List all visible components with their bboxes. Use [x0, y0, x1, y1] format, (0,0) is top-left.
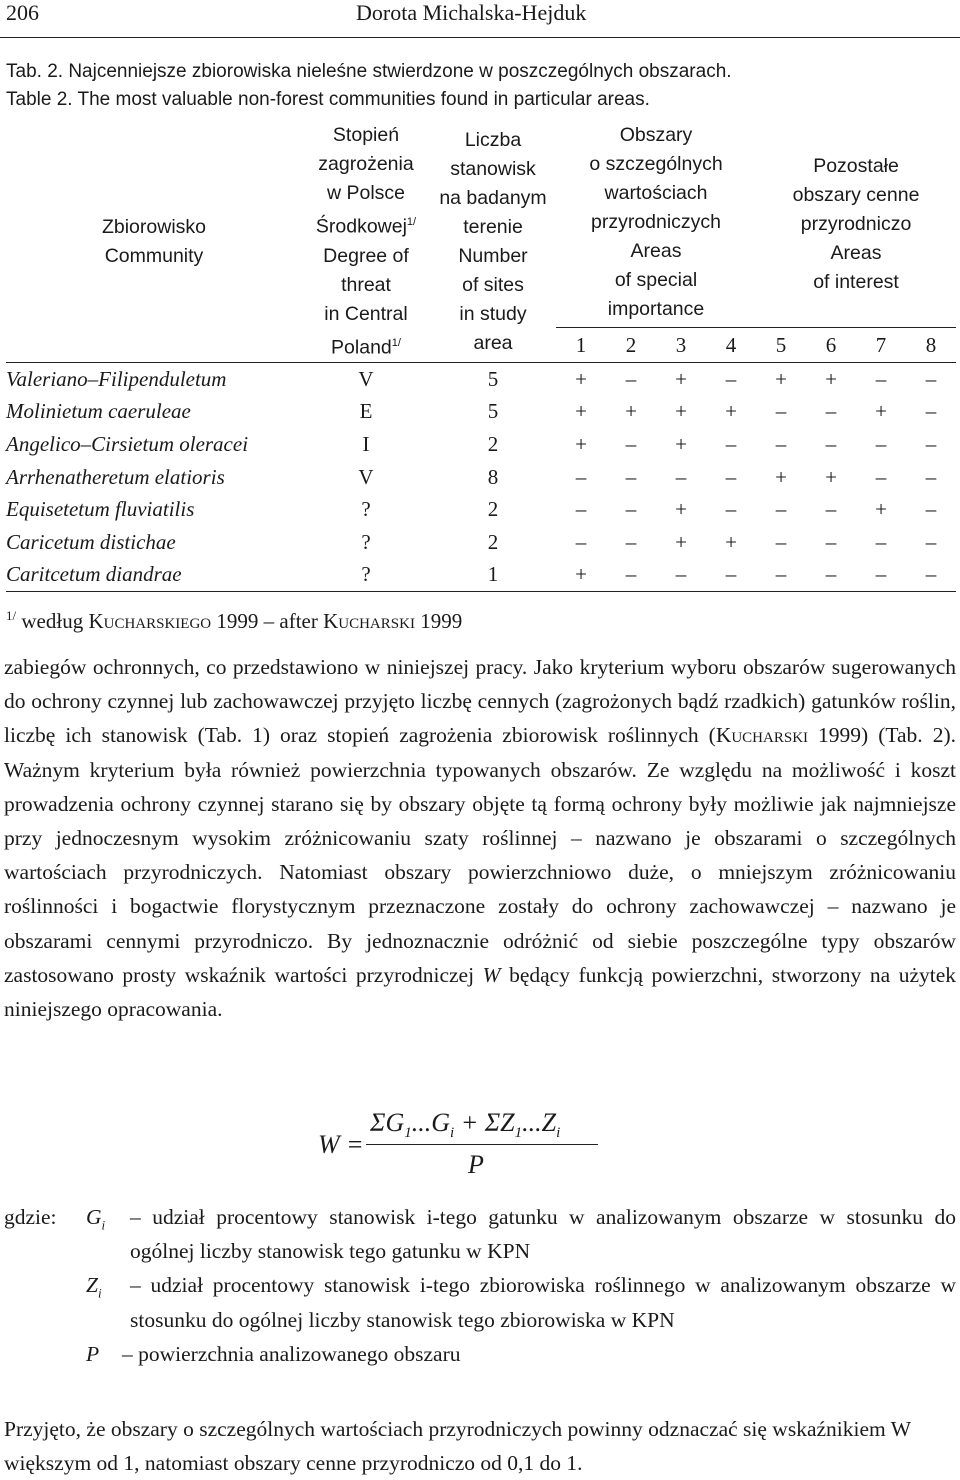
definition-g: gdzie: $G_i$ – udział procentowy stanowisk i-tego gatunku w analizowanym obszarze w stosunku do ogólnej liczby stanowisk tego gatunku w KPN: [4, 1200, 956, 1268]
area-presence: –: [725, 431, 737, 456]
table-caption-polish: Tab. 2. Najcenniejsze zbiorowiska nieleśne stwierdzone w poszczególnych obszarach.: [6, 61, 732, 82]
community-name: Angelico–Cirsietum oleracei: [6, 431, 249, 456]
column-header-sites: Liczba stanowisk na badanym terenie Number of sites in study area: [430, 121, 556, 363]
community-name: Caritcetum diandrae: [6, 559, 302, 592]
column-header-threat: Stopień zagrożenia w Polsce Środkowej$^{1/}$ Degree of threat in Central Poland$^{1/}$: [302, 121, 430, 363]
area-presence: –: [775, 431, 787, 456]
threat-degree: ?: [302, 559, 430, 592]
formula-denominator: P: [468, 1150, 484, 1179]
running-head: [0, 0, 960, 30]
area-presence: –: [925, 431, 937, 456]
column-header-special-areas: Obszary o szczególnych wartościach przyrodniczych Areas of special importance: [556, 121, 756, 328]
area-presence: +: [675, 431, 687, 456]
area-presence: –: [706, 363, 756, 396]
area-presence: –: [875, 464, 887, 489]
table-row: [6, 396, 956, 429]
table-row: [6, 363, 956, 396]
area-presence: –: [775, 399, 787, 424]
area-number: 5: [775, 332, 787, 357]
area-presence: –: [906, 559, 956, 592]
site-count: 1: [430, 559, 556, 592]
site-count: 8: [487, 464, 499, 489]
table-row: [6, 428, 956, 461]
body-paragraph: zabiegów ochronnych, co przedstawiono w niniejszej pracy. Jako kryterium wyboru obszarów sugerowanych do ochrony czynnej lub zachowawczej przyjęto liczbę cennych (zagrożonych bądź rzadkich) gatunków roślin, liczbę ich stanowisk (Tab. 1) oraz stopień zagrożenia zbiorowisk roślinnych (Kucharski 1999) (Tab. 2). Ważnym kryterium była również powierzchnia typowanych obszarów. Ze względu na możliwość i koszt prowadzenia ochrony czynnej starano się by obszary objęte tą formą ochrony były możliwie jak najmniejsze przy jednoczesnym wysokim zróżnicowaniu szaty roślinnej – nazwano je obszarami o szczególnych wartościach przyrodniczych. Natomiast obszary powierzchniowo duże, o mniejszym zróżnicowaniu roślinności i bogactwie florystycznym przeznaczone zostały do ochrony zachowawczej – nazwano je obszarami cennymi przyrodniczo. By jednoznacznie odróżnić od siebie poszczególne typy obszarów zastosowano prosty wskaźnik wartości przyrodniczej W będący funkcją powierzchni, stworzony na użytek niniejszego opracowania.: [4, 655, 957, 1022]
threat-degree: E: [359, 399, 373, 424]
area-presence: –: [825, 399, 837, 424]
page-number: 206: [6, 0, 39, 25]
area-presence: –: [725, 497, 737, 522]
definition-z: $Z_i$ – udział procentowy stanowisk i-tego zbiorowiska roślinnego w analizowanym obszarze w stosunku do ogólnej liczby stanowisk tego zbiorowiska w KPN: [4, 1268, 956, 1336]
area-presence: +: [625, 399, 637, 424]
table-footnote: $^{1/}$ według Kucharskiego 1999 – after Kucharski 1999: [6, 608, 463, 633]
threat-degree: ?: [361, 529, 371, 554]
area-presence: –: [625, 529, 637, 554]
area-presence: +: [775, 464, 787, 489]
area-number: 2: [625, 332, 637, 357]
community-name: Caricetum distichae: [6, 529, 176, 554]
area-presence: +: [675, 497, 687, 522]
area-presence: –: [856, 363, 906, 396]
footnote-author: Kucharskiego: [88, 609, 212, 633]
threat-degree: I: [362, 431, 370, 456]
table-row: [6, 493, 956, 526]
site-count: 5: [430, 363, 556, 396]
site-count: 2: [487, 431, 499, 456]
variable-w: W: [482, 962, 501, 987]
area-presence: –: [875, 431, 887, 456]
area-presence: –: [656, 559, 706, 592]
definition-symbol: P: [86, 1341, 100, 1366]
table-row: [6, 559, 956, 592]
site-count: 2: [487, 529, 499, 554]
formula-numerator: $\Sigma G_1...G_i + \Sigma Z_1...Z_i$: [370, 1108, 561, 1142]
area-number: 8: [925, 332, 937, 357]
running-title: Dorota Michalska-Hejduk: [356, 0, 587, 25]
header-rule: [0, 37, 960, 38]
area-presence: +: [806, 363, 856, 396]
area-presence: –: [775, 497, 787, 522]
area-presence: +: [556, 363, 606, 396]
area-number: 6: [825, 332, 837, 357]
threat-degree: V: [302, 363, 430, 396]
area-presence: –: [925, 464, 937, 489]
area-presence: +: [875, 399, 887, 424]
area-presence: –: [756, 559, 806, 592]
table-row: [6, 461, 956, 494]
area-presence: +: [725, 399, 737, 424]
area-presence: –: [725, 464, 737, 489]
community-name: Equisetetum fluviatilis: [6, 497, 195, 522]
definition-symbol: $G_i$: [86, 1205, 106, 1233]
area-presence: –: [825, 497, 837, 522]
table-row: [6, 526, 956, 559]
communities-table: [6, 121, 956, 592]
area-presence: +: [656, 363, 706, 396]
formula-definitions: [4, 1200, 956, 1371]
footnote-author: Kucharski: [323, 609, 415, 633]
cited-author: Kucharski: [715, 723, 809, 748]
threat-degree: V: [358, 464, 374, 489]
community-name: Valeriano–Filipenduletum: [6, 363, 302, 396]
area-presence: –: [825, 431, 837, 456]
area-number: 1: [575, 332, 587, 357]
area-presence: –: [575, 464, 587, 489]
area-presence: +: [825, 464, 837, 489]
table-body: [6, 363, 956, 592]
area-presence: –: [675, 464, 687, 489]
area-presence: –: [856, 559, 906, 592]
area-number: 4: [725, 332, 737, 357]
definition-symbol: $Z_i$: [86, 1273, 102, 1301]
definitions-intro: gdzie:: [4, 1205, 57, 1229]
column-header-interest-areas: Pozostałe obszary cenne przyrodniczo Areas of interest: [756, 121, 956, 328]
site-count: 2: [487, 497, 499, 522]
area-presence: –: [606, 559, 656, 592]
area-number: 7: [875, 332, 887, 357]
community-name: Molinietum caeruleae: [6, 399, 191, 424]
area-presence: –: [825, 529, 837, 554]
index-formula: [318, 1108, 638, 1188]
area-presence: –: [606, 363, 656, 396]
formula-lhs: W =: [318, 1130, 364, 1159]
table-caption-english: Table 2. The most valuable non-forest communities found in particular areas.: [6, 89, 650, 110]
area-presence: –: [575, 497, 587, 522]
area-presence: +: [875, 497, 887, 522]
area-presence: –: [706, 559, 756, 592]
area-presence: –: [925, 497, 937, 522]
definition-p: P – powierzchnia analizowanego obszaru: [4, 1337, 956, 1371]
area-number: 3: [675, 332, 687, 357]
area-presence: +: [575, 399, 587, 424]
area-presence: –: [875, 529, 887, 554]
area-presence: –: [625, 497, 637, 522]
site-count: 5: [487, 399, 499, 424]
conclusion-paragraph: Przyjęto, że obszary o szczególnych wartościach przyrodniczych powinny odznaczać się wskaźnikiem W większym od 1, natomiast obszary cenne przyrodniczo od 0,1 do 1.: [4, 1417, 911, 1476]
area-presence: +: [575, 431, 587, 456]
area-presence: +: [756, 363, 806, 396]
area-presence: –: [625, 464, 637, 489]
area-presence: –: [775, 529, 787, 554]
area-presence: +: [675, 399, 687, 424]
fraction-bar: [366, 1144, 598, 1145]
column-header-community: Zbiorowisko Community: [6, 121, 302, 363]
threat-degree: ?: [361, 497, 371, 522]
area-presence: +: [675, 529, 687, 554]
area-presence: –: [925, 529, 937, 554]
communities-table-wrapper: [6, 121, 956, 592]
area-presence: –: [925, 399, 937, 424]
area-presence: –: [625, 431, 637, 456]
area-presence: –: [806, 559, 856, 592]
area-presence: +: [556, 559, 606, 592]
area-presence: –: [575, 529, 587, 554]
area-presence: +: [725, 529, 737, 554]
community-name: Arrhenatheretum elatioris: [6, 464, 225, 489]
area-presence: –: [906, 363, 956, 396]
